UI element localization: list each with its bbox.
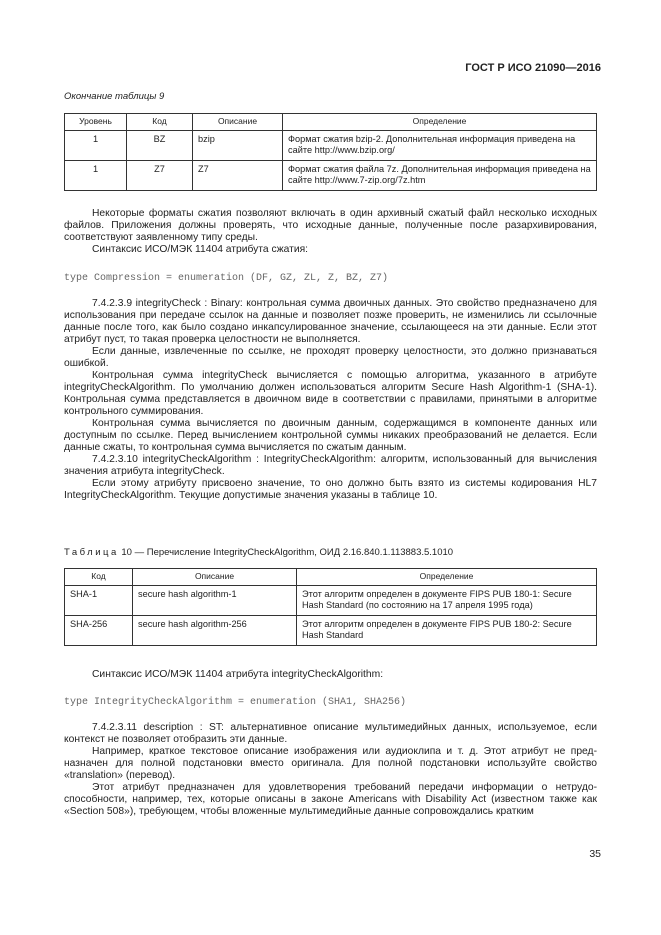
col-header: Определение [283,114,597,131]
table-cell: bzip [193,130,283,160]
text-block-1 [64,208,597,256]
table-cell: Z7 [127,160,193,190]
paragraph: Синтаксис ИСО/МЭК 11404 атрибута integrityCheckAlgorithm: [92,669,384,680]
table-cell: Этот алгоритм определен в документе FIPS PUB 180-2: Secure Hash Standard [297,615,597,645]
col-header: Уровень [65,114,127,131]
text-block-4 [64,722,597,818]
table10-caption-text: 10 — Перечисление IntegrityCheckAlgorithm, ОИД 2.16.840.1.113883.5.1010 [121,547,454,558]
col-header: Код [127,114,193,131]
table-row [65,160,597,190]
code-compression: type Compression = enumeration (DF, GZ, ZL, Z, BZ, Z7) [64,273,389,284]
table-cell: Формат сжатия файла 7z. Дополнительная информация приведена на сайте http://www.7-zip.org/7z.htm [283,160,597,190]
table-cell: BZ [127,130,193,160]
table-10 [64,568,597,646]
col-header: Определение [297,569,597,586]
text-block-3 [64,669,597,681]
paragraph: Если данные, извлеченные по ссылке, не проходят проверку целостности, это должно признаваться ошибкой. [64,346,597,369]
table-cell: secure hash algorithm-256 [133,615,297,645]
table-cell: SHA-256 [65,615,133,645]
code-integrity-check-algorithm: type IntegrityCheckAlgorithm = enumeration (SHA1, SHA256) [64,697,407,708]
table10-caption-label: Таблица [64,547,119,558]
paragraph: Некоторые форматы сжатия позволяют включать в один архивный сжатый файл несколько исходных файлов. Приложения должны проверять, что исходные данные, полученные после разархивирования, соответствуют заявленному типу среды. [64,208,597,243]
page-number: 35 [589,848,601,860]
table-row [65,130,597,160]
col-header: Описание [133,569,297,586]
table-header-row [65,114,597,131]
paragraph: 7.4.2.3.11 description : ST: альтернативное описание мультимедийных данных, используемое, если контекст не позволяет отобразить эти данные. [64,722,597,745]
table-9 [64,113,597,191]
table-cell: Z7 [193,160,283,190]
text-block-2 [64,298,597,502]
table-cell: secure hash algorithm-1 [133,585,297,615]
paragraph: 7.4.2.3.10 integrityCheckAlgorithm : IntegrityCheckAlgorithm: алгоритм, использованный для вычисления значения атрибута integrityCheck. [64,454,597,477]
table-cell: 1 [65,130,127,160]
table9-caption: Окончание таблицы 9 [64,91,165,102]
paragraph: Этот атрибут предназначен для удовлетворения требований передачи информации о нетрудоспособности, например, тех, которые описаны в законе Americans with Disability Act (известном также как «Section 508»), требующем, чтобы вложенные мультимедийные данные сопровождались кратким [64,782,597,817]
table-row [65,615,597,645]
table-header-row [65,569,597,586]
table-cell: Формат сжатия bzip-2. Дополнительная информация приведена на сайте http://www.bzip.org/ [283,130,597,160]
table-cell: SHA-1 [65,585,133,615]
paragraph: Контрольная сумма вычисляется по двоичным данным, содержащимся в компоненте данных или доступным по ссылке. Перед вычислением контрольной суммы никаких преобразований не делается. Если данные сжаты, то контрольная сумма вычисляется по сжатым данным. [64,418,597,453]
table-row [65,585,597,615]
paragraph: Если этому атрибуту присвоено значение, то оно должно быть взято из системы кодирования HL7 IntegrityCheckAlgorithm. Текущие допустимые значения указаны в таблице 10. [64,478,597,501]
paragraph: Например, краткое текстовое описание изображения или аудиоклипа и т. д. Этот атрибут не предназначен для полной подстановки вместо оригинала. Для полной подстановки используйте свойство «translation» (перевод). [64,746,597,781]
table-cell: Этот алгоритм определен в документе FIPS PUB 180-1: Secure Hash Standard (по состоянию на 17 апреля 1995 года) [297,585,597,615]
table10-caption [64,547,453,558]
paragraph: Синтаксис ИСО/МЭК 11404 атрибута сжатия: [92,244,309,255]
table-cell: 1 [65,160,127,190]
col-header: Описание [193,114,283,131]
col-header: Код [65,569,133,586]
document-header: ГОСТ Р ИСО 21090—2016 [465,62,601,74]
paragraph: 7.4.2.3.9 integrityCheck : Binary: контрольная сумма двоичных данных. Это свойство предназначено для использования при передаче ссылок на данные и позволяет позже проверить, не изменились ли ссылочные данные после того, как было создано инкапсулированное значение, ссылающееся на эти данные. Если этот атрибут пуст, то такая проверка целостности не выполняется. [64,298,597,345]
paragraph: Контрольная сумма integrityCheck вычисляется с помощью алгоритма, указанного в атрибуте integrityCheckAlgorithm. По умолчанию должен использоваться алгоритм Secure Hash Algorithm-1 (SHA-1). Контрольная сумма представляется в двоичном виде в соответствии с правилами, принятыми в алгоритме контрольного суммирования. [64,370,597,417]
